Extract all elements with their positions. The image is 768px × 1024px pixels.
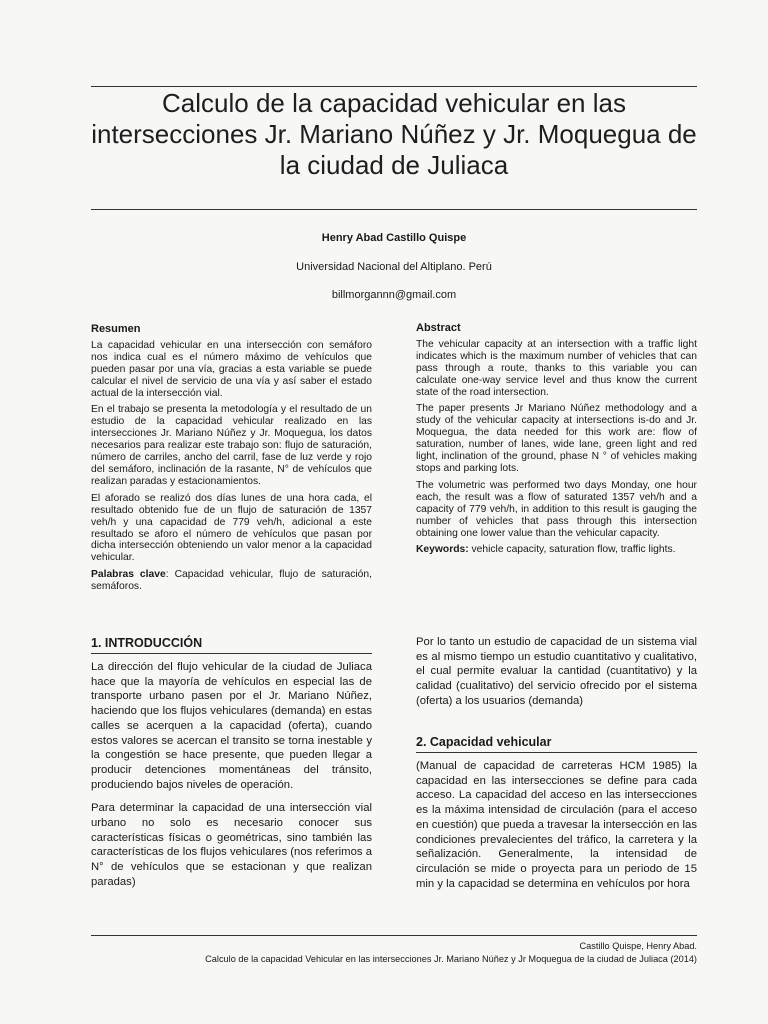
resumen-paragraph: En el trabajo se presenta la metodología y el resultado de un estudio de la capacidad vehicular realizado en las intersecciones Jr. Mariano Núñez y Jr. Moquegua, los datos necesarios para realizar este trabajo son: flujo de saturación, número de carriles, ancho del carril, fase de luz verde y rojo del semáforo, inclinación de la rasante, N° de vehículos que realizan paradas y estacionamientos. xyxy=(91,404,372,487)
abstract-paragraph: The paper presents Jr Mariano Núñez methodology and a study of the vehicular capacity at intersections is-do and Jr. Moquegua, the data needed for this work are: flow of saturation, number of lanes, wide lane, green light and red light, inclination of the ground, phase N ° of vehicles making stops and parking lots. xyxy=(416,403,697,474)
top-rule xyxy=(91,86,697,87)
title-rule xyxy=(91,209,697,210)
resumen-paragraph: El aforado se realizó dos días lunes de una hora cada, el resultado obtenido fue de un flujo de saturación de 1357 veh/h y una capacidad de 779 veh/h, adicional a este resultado se aforo el número de vehículos que pasan por dicha intersección obteniendo un valor menor a la capacidad vehicular. xyxy=(91,492,372,564)
resumen-block xyxy=(91,324,372,598)
abstract-paragraph: The vehicular capacity at an intersection with a traffic light indicates which is the maximum number of vehicles that can pass through a route, thanks to this variable you can calculate one-way service level and thus know the current state of the road intersection. xyxy=(416,338,697,398)
footer-citation: Calculo de la capacidad Vehicular en las intersecciones Jr. Mariano Núñez y Jr Moquegua de la ciudad de Juliaca (2014) xyxy=(205,953,697,964)
author-email: billmorgannn@gmail.com xyxy=(331,289,457,301)
section-heading-introduccion: 1. INTRODUCCIÓN xyxy=(91,636,372,654)
resumen-paragraph: La capacidad vehicular en una intersección con semáforo nos indica cual es el número máximo de vehículos que pueden pasar por una vía, gracias a esta variable se puede calcular el nivel de servicio de una vía y así saber el estado actual de la intersección vial. xyxy=(91,339,372,399)
body-paragraph: Por lo tanto un estudio de capacidad de un sistema vial es al mismo tiempo un estudio cuantitativo y cualitativo, el cual permite evaluar la cantidad (cuantitativo) y la calidad (cualitativo) del servicio ofrecido por el sistema (oferta) a los usuarios (demanda) xyxy=(416,636,697,707)
author-name: Henry Abad Castillo Quispe xyxy=(321,232,467,244)
section-heading-capacidad: 2. Capacidad vehicular xyxy=(416,735,697,753)
footer-author: Castillo Quispe, Henry Abad. xyxy=(579,941,697,951)
paper-title: Calculo de la capacidad vehicular en las intersecciones Jr. Mariano Núñez y Jr. Moquegua de la ciudad de Juliaca xyxy=(91,88,697,180)
keywords-text: : Capacidad vehicular, flujo de saturación, semáforos. xyxy=(91,569,373,593)
capacidad-body xyxy=(416,759,697,900)
body-paragraph: La dirección del flujo vehicular de la ciudad de Juliaca hace que la mayoría de vehículos en especial las de transporte urbano pasen por el Jr. Mariano Núñez, haciendo que los flujos vehiculares (demanda) en estas calles se acerquen a la capacidad (oferta), cuando estos valores se acercan el transito se torna inestable y la congestión se hace presente, que pueden llegar a producir detenciones momentáneas del tránsito, produciendo bajos niveles de operación. xyxy=(91,661,372,791)
body-paragraph: Para determinar la capacidad de una intersección vial urbano no solo es necesario conocer sus características físicas o geométricas, sino también las características de los flujos vehiculares (nos referimos a N° de vehículos que se estacionan y que realizan paradas) xyxy=(91,802,372,888)
page-footer xyxy=(205,940,697,965)
keywords-label: Keywords: xyxy=(416,544,469,556)
abstract-heading: Abstract xyxy=(416,322,461,334)
introduccion-continuation xyxy=(416,635,697,718)
resumen-keywords xyxy=(91,569,372,593)
resumen-heading: Resumen xyxy=(91,323,141,335)
introduccion-body xyxy=(91,660,372,899)
keywords-label: Palabras clave xyxy=(91,569,166,581)
body-paragraph: (Manual de capacidad de carreteras HCM 1985) la capacidad en las intersecciones se define para cada acceso. La capacidad del acceso en las intersecciones es la máxima intensidad de circulación (para el acceso en cuestión) que pueda a travesar la intersección en las condiciones prevalecientes del tráfico, la carretera y la señalización. Generalmente, la intensidad de circulación se mide o proyecta para un periodo de 15 min y la capacidad se determina en vehículos por hora xyxy=(416,760,697,890)
abstract-block xyxy=(416,323,697,561)
abstract-keywords xyxy=(416,544,697,556)
keywords-text: vehicle capacity, saturation flow, traffic lights. xyxy=(468,544,676,556)
affiliation: Universidad Nacional del Altiplano. Perú xyxy=(296,261,492,273)
footer-rule xyxy=(91,935,697,936)
abstract-paragraph: The volumetric was performed two days Monday, one hour each, the result was a flow of saturated 1357 veh/h and a capacity of 779 veh/h, in addition to this result is gauging the number of vehicles that pass through this intersection obtaining one lower value than the vehicular capacity. xyxy=(416,479,697,539)
